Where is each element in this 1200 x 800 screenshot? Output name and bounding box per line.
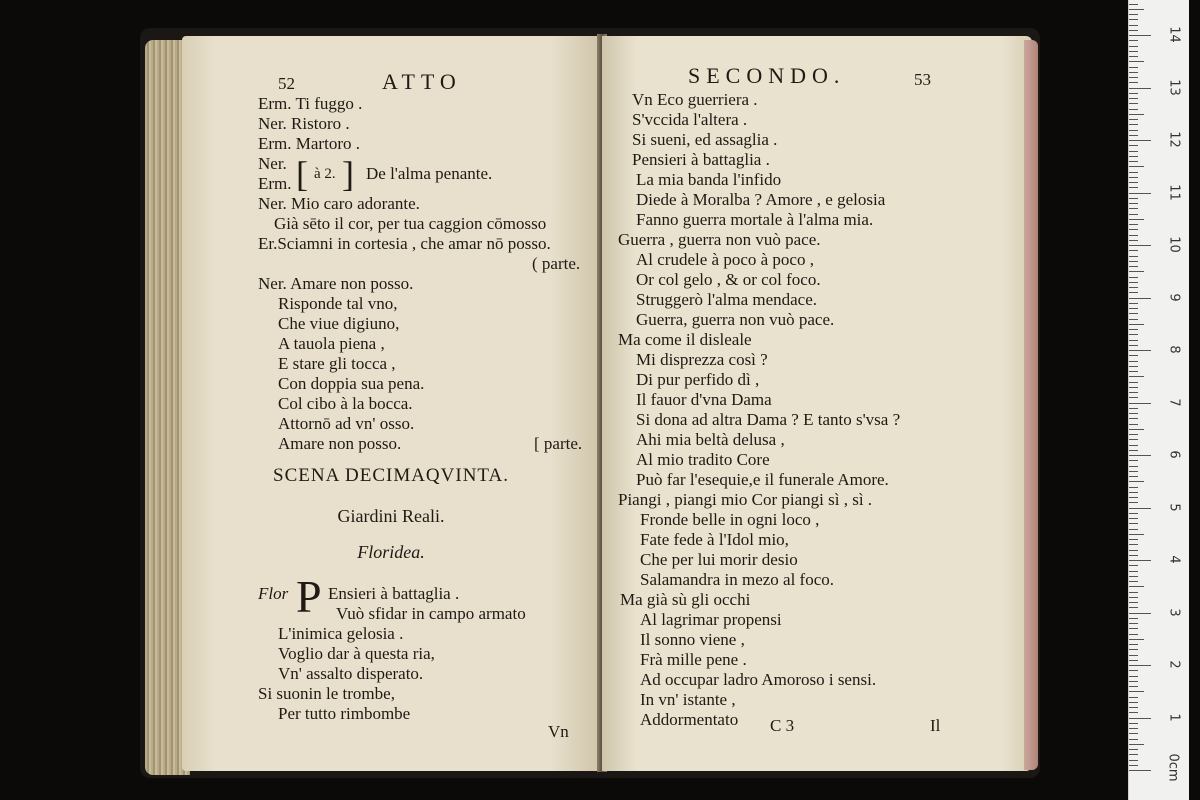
text-line: Al lagrimar propensi (640, 610, 782, 629)
text-line: Ad occupar ladro Amoroso i sensi. (640, 670, 877, 689)
ruler-tick (1129, 98, 1138, 99)
ruler-tick (1129, 156, 1138, 157)
ruler-tick (1129, 760, 1138, 761)
ruler-tick (1129, 476, 1138, 477)
ruler-tick (1129, 77, 1138, 78)
ruler-tick (1129, 271, 1144, 272)
ruler-tick (1129, 19, 1138, 20)
text-line: Può far l'esequie,e il funerale Amore. (636, 470, 889, 489)
ruler-tick (1129, 392, 1138, 393)
ruler-tick (1129, 151, 1138, 152)
ruler-tick (1129, 203, 1138, 204)
ruler-tick (1129, 119, 1138, 120)
ruler-number: 13 (1166, 78, 1182, 96)
drop-cap: P (296, 571, 322, 622)
text-line: L'inimica gelosia . (278, 624, 404, 643)
ruler-tick (1129, 592, 1138, 593)
ruler-number: 5 (1166, 502, 1182, 512)
ruler-tick (1129, 250, 1138, 251)
ruler-tick (1129, 733, 1138, 734)
ruler-tick (1129, 193, 1151, 194)
ruler-tick (1129, 723, 1138, 724)
ruler-tick (1129, 88, 1151, 89)
ruler-number: 3 (1166, 607, 1182, 617)
text-line: Struggerò l'alma mendace. (636, 290, 818, 309)
text-line: Che per lui morir desio (640, 550, 798, 569)
ruler-tick (1129, 576, 1138, 577)
ruler-tick (1129, 51, 1138, 52)
ruler-tick (1129, 403, 1151, 404)
text-line: Ner. Ristoro . (258, 114, 350, 133)
speaker-label: Ner. (258, 154, 287, 173)
ruler-tick (1129, 172, 1138, 173)
ruler-number: 1 (1166, 712, 1182, 722)
ruler-tick (1129, 376, 1144, 377)
ruler-tick (1129, 502, 1138, 503)
running-head: SECONDO. (688, 63, 846, 88)
ruler-tick (1129, 418, 1138, 419)
ruler-tick (1129, 770, 1151, 771)
ruler-tick (1129, 466, 1138, 467)
duet-marker: à 2. (314, 166, 336, 182)
ruler-tick (1129, 161, 1138, 162)
ruler-tick (1129, 623, 1138, 624)
ruler-tick (1129, 329, 1138, 330)
ruler-tick (1129, 555, 1138, 556)
ruler-tick (1129, 691, 1144, 692)
ruler-tick (1129, 508, 1151, 509)
scene-setting: Giardini Reali. (337, 506, 445, 526)
ruler-tick (1129, 308, 1138, 309)
text-line: Fate fede à l'Idol mio, (640, 530, 789, 549)
ruler-tick (1129, 686, 1138, 687)
ruler-tick (1129, 166, 1144, 167)
bracket-right: ] (342, 154, 354, 194)
text-line: Con doppia sua pena. (278, 374, 425, 393)
text-line: Guerra, guerra non vuò pace. (636, 310, 835, 329)
text-line: Il sonno viene , (640, 630, 745, 649)
ruler-tick (1129, 754, 1138, 755)
ruler-tick (1129, 581, 1138, 582)
running-head: ATTO (382, 69, 462, 94)
ruler-tick (1129, 229, 1138, 230)
ruler-tick (1129, 618, 1138, 619)
text-line: Ensieri à battaglia . (328, 584, 460, 603)
ruler-tick (1129, 602, 1138, 603)
ruler-tick (1129, 208, 1138, 209)
ruler-tick (1129, 30, 1138, 31)
ruler-tick (1129, 371, 1138, 372)
text-line: Al mio tradito Core (636, 450, 770, 469)
catchword: Il (930, 716, 941, 735)
ruler-tick (1129, 219, 1144, 220)
page-number: 52 (278, 74, 295, 93)
ruler-tick (1129, 277, 1138, 278)
ruler-tick (1129, 334, 1138, 335)
text-line: A tauola piena , (278, 334, 385, 353)
ruler-tick (1129, 135, 1138, 136)
ruler-number: 8 (1166, 345, 1182, 354)
text-line: Diede à Moralba ? Amore , e gelosia (636, 190, 886, 209)
stage-direction: [ parte. (534, 434, 583, 453)
text-line: Or col gelo , & or col foco. (636, 270, 821, 289)
ruler-number: 12 (1166, 131, 1182, 148)
ruler-tick (1129, 565, 1138, 566)
measuring-ruler (1128, 0, 1189, 800)
bracket-left: [ (296, 154, 308, 194)
ruler-tick (1129, 266, 1138, 267)
ruler-tick (1129, 471, 1138, 472)
ruler-tick (1129, 497, 1138, 498)
text-line: Piangi , piangi mio Cor piangi sì , sì . (618, 490, 873, 509)
character-name: Floridea. (357, 542, 425, 562)
ruler-tick (1129, 56, 1138, 57)
ruler-tick (1129, 177, 1138, 178)
text-line: In vn' istante , (640, 690, 736, 709)
ruler-tick (1129, 35, 1151, 36)
ruler-tick (1129, 355, 1138, 356)
ruler-tick (1129, 613, 1151, 614)
ruler-tick (1129, 140, 1151, 141)
text-line: S'vccida l'altera . (632, 110, 748, 129)
ruler-tick (1129, 350, 1151, 351)
text-line: Risponde tal vno, (278, 294, 398, 313)
ruler-tick (1129, 749, 1138, 750)
text-line: Per tutto rimbombe (278, 704, 411, 723)
ruler-tick (1129, 235, 1138, 236)
ruler-tick (1129, 397, 1138, 398)
text-line: Col cibo à la bocca. (278, 394, 413, 413)
text-line: Mi disprezza così ? (636, 350, 768, 369)
ruler-tick (1129, 424, 1138, 425)
ruler-tick (1129, 67, 1138, 68)
ruler-tick (1129, 550, 1138, 551)
ruler-tick (1129, 518, 1138, 519)
ruler-tick (1129, 240, 1138, 241)
ruler-tick (1129, 523, 1138, 524)
ruler-tick (1129, 597, 1138, 598)
ruler-tick (1129, 744, 1144, 745)
ruler-tick (1129, 298, 1151, 299)
text-line: Vn' assalto disperato. (278, 664, 424, 683)
ruler-tick (1129, 130, 1138, 131)
ruler-tick (1129, 287, 1138, 288)
text-line: Che viue digiuno, (278, 314, 400, 333)
ruler-tick (1129, 61, 1144, 62)
ruler-tick (1129, 707, 1138, 708)
ruler-tick (1129, 313, 1138, 314)
text-line: Si suonin le trombe, (258, 684, 395, 703)
text-line: Già sēto il cor, per tua caggion cōmosso (274, 214, 547, 233)
ruler-tick (1129, 224, 1138, 225)
ruler-number: 4 (1166, 555, 1182, 564)
right-page (602, 36, 1032, 771)
ruler-tick (1129, 539, 1138, 540)
ruler-tick (1129, 492, 1138, 493)
ruler-tick (1129, 765, 1138, 766)
ruler-tick (1129, 187, 1138, 188)
stage-direction: ( parte. (532, 254, 581, 273)
ruler-tick (1129, 413, 1138, 414)
ruler-tick (1129, 634, 1138, 635)
ruler-tick (1129, 9, 1144, 10)
signature-mark: C 3 (770, 716, 795, 735)
ruler-tick (1129, 114, 1144, 115)
ruler-tick (1129, 434, 1138, 435)
text-line: Er.Sciamni in cortesia , che amar nō posso. (258, 234, 551, 253)
ruler-tick (1129, 46, 1138, 47)
text-line: Di pur perfido dì , (636, 370, 760, 389)
ruler-tick (1129, 439, 1138, 440)
text-line: Ma già sù gli occhi (620, 590, 751, 609)
ruler-tick (1129, 103, 1138, 104)
ruler-tick (1129, 487, 1138, 488)
ruler-tick (1129, 124, 1138, 125)
ruler-tick (1129, 560, 1151, 561)
ruler-tick (1129, 72, 1138, 73)
text-line: Salamandra in mezo al foco. (640, 570, 835, 589)
page-number: 53 (914, 70, 931, 89)
speaker-label: Flor (258, 584, 289, 603)
ruler-tick (1129, 303, 1138, 304)
text-line: La mia banda l'infido (636, 170, 782, 189)
text-line: Attornō ad vn' osso. (278, 414, 415, 433)
ruler-number: 6 (1166, 450, 1182, 459)
ruler-tick (1129, 586, 1144, 587)
ruler-number: 11 (1166, 183, 1182, 201)
ruler-tick (1129, 145, 1138, 146)
text-line: Il fauor d'vna Dama (636, 390, 772, 409)
text-line: Ahi mia beltà delusa , (636, 430, 785, 449)
ruler-tick (1129, 529, 1138, 530)
ruler-tick (1129, 93, 1138, 94)
ruler-tick (1129, 728, 1138, 729)
ruler-number: 7 (1166, 397, 1182, 407)
ruler-tick (1129, 660, 1138, 661)
text-line: Ma come il disleale (618, 330, 752, 349)
ruler-tick (1129, 245, 1151, 246)
text-line: Fronde belle in ogni loco , (640, 510, 820, 529)
ruler-tick (1129, 82, 1138, 83)
ruler-tick (1129, 481, 1144, 482)
ruler-tick (1129, 639, 1144, 640)
ruler-tick (1129, 429, 1144, 430)
ruler-tick (1129, 607, 1138, 608)
ruler-number: 9 (1166, 292, 1182, 302)
ruler-tick (1129, 644, 1138, 645)
ruler-tick (1129, 214, 1138, 215)
ruler-unit: 0cm (1165, 753, 1181, 782)
ruler-tick (1129, 697, 1138, 698)
speaker-label: Erm. (258, 174, 292, 193)
ruler-tick (1129, 445, 1138, 446)
scene-heading: SCENA DECIMAQVINTA. (273, 465, 509, 486)
ruler-number: 2 (1166, 660, 1182, 669)
ruler-tick (1129, 450, 1138, 451)
text-line: Frà mille pene . (640, 650, 747, 669)
ruler-tick (1129, 460, 1138, 461)
ruler-tick (1129, 366, 1138, 367)
ruler-tick (1129, 198, 1138, 199)
ruler-tick (1129, 676, 1138, 677)
ruler-tick (1129, 649, 1138, 650)
ruler-tick (1129, 4, 1138, 5)
text-line: Voglio dar à questa ria, (278, 644, 435, 663)
ruler-tick (1129, 109, 1138, 110)
text-line: Ner. Mio caro adorante. (258, 194, 420, 213)
ruler-tick (1129, 681, 1138, 682)
text-line: Guerra , guerra non vuò pace. (618, 230, 821, 249)
ruler-tick (1129, 14, 1138, 15)
text-line: Amare non posso. (278, 434, 402, 453)
text-line: Si dona ad altra Dama ? E tanto s'vsa ? (636, 410, 901, 429)
ruler-tick (1129, 261, 1138, 262)
ruler-tick (1129, 292, 1138, 293)
text-line: Addormentato (640, 710, 739, 729)
text-line: Vuò sfidar in campo armato (336, 604, 526, 623)
ruler-tick (1129, 670, 1138, 671)
ruler-tick (1129, 345, 1138, 346)
text-line: Erm. Ti fuggo . (258, 94, 363, 113)
ruler-number: 10 (1166, 236, 1182, 253)
ruler-tick (1129, 382, 1138, 383)
ruler-tick (1129, 361, 1138, 362)
text-line: Ner. Amare non posso. (258, 274, 414, 293)
text-line: De l'alma penante. (366, 164, 493, 183)
text-line: Pensieri à battaglia . (632, 150, 770, 169)
ruler-tick (1129, 387, 1138, 388)
ruler-tick (1129, 256, 1138, 257)
ruler-tick (1129, 340, 1138, 341)
ruler-tick (1129, 40, 1138, 41)
ruler-tick (1129, 571, 1138, 572)
ruler-tick (1129, 544, 1138, 545)
ruler-tick (1129, 324, 1144, 325)
ruler-tick (1129, 702, 1138, 703)
ruler-tick (1129, 455, 1151, 456)
ruler-tick (1129, 628, 1138, 629)
ruler-tick (1129, 712, 1138, 713)
ruler-tick (1129, 665, 1151, 666)
ruler-tick (1129, 513, 1138, 514)
ruler-tick (1129, 739, 1138, 740)
page-edge-right (1024, 40, 1038, 770)
ruler-tick (1129, 408, 1138, 409)
ruler-tick (1129, 655, 1138, 656)
text-line: E stare gli tocca , (278, 354, 396, 373)
ruler-tick (1129, 25, 1138, 26)
ruler-tick (1129, 534, 1144, 535)
ruler-tick (1129, 319, 1138, 320)
text-line: Fanno guerra mortale à l'alma mia. (636, 210, 874, 229)
ruler-number: 14 (1166, 26, 1182, 43)
catchword: Vn (548, 722, 569, 741)
text-line: Al crudele à poco à poco , (636, 250, 814, 269)
text-line: Si sueni, ed assaglia . (632, 130, 778, 149)
ruler-tick (1129, 718, 1151, 719)
text-line: Vn Eco guerriera . (632, 90, 758, 109)
ruler-tick (1129, 182, 1138, 183)
left-page (182, 36, 600, 771)
text-line: Erm. Martoro . (258, 134, 360, 153)
ruler-tick (1129, 282, 1138, 283)
